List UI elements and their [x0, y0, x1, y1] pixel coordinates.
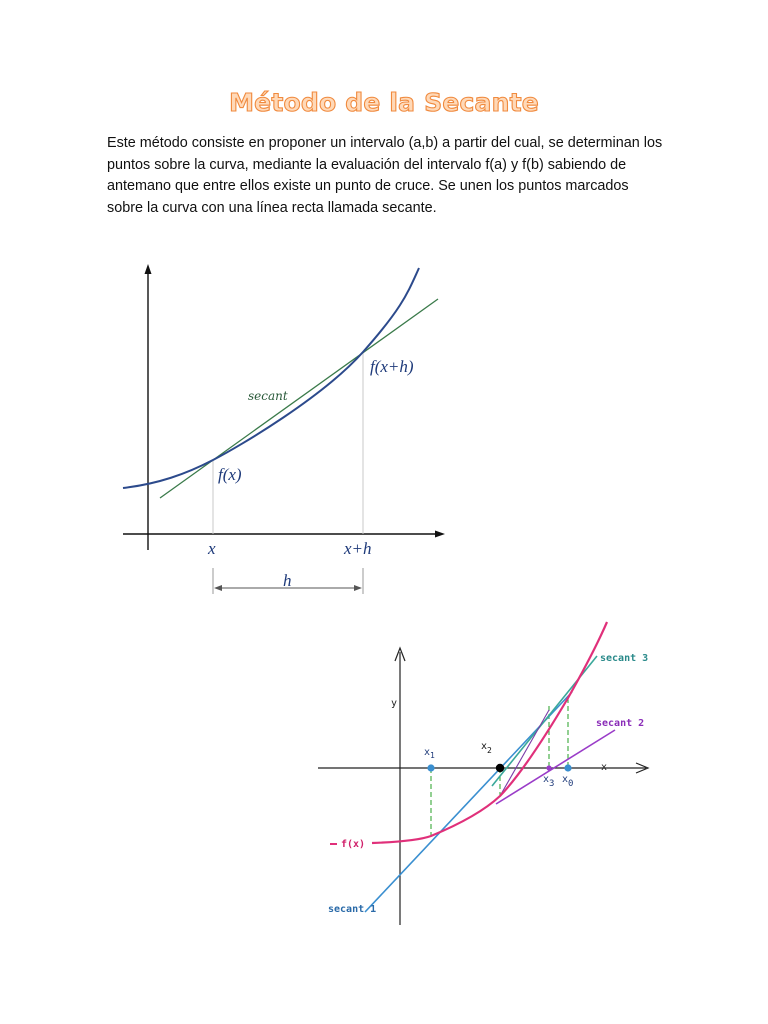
- secant-diagram-2: [310, 610, 662, 930]
- secant-label: secant: [248, 389, 288, 403]
- x-axis-arrow: [435, 531, 445, 538]
- xh-tick-label: x+h: [344, 539, 372, 558]
- x-tick-label: x: [208, 539, 216, 558]
- h-arrow-left: [214, 585, 222, 591]
- intro-paragraph: Este método consiste en proponer un intervalo (a,b) a partir del cual, se determinan los puntos sobre la curva, mediante la evaluación del intervalo f(a) y f(b) sabiendo de antemano que entre ellos existe un punto de cruce. Se unen los puntos marcados sobre la curva con una línea recta llamada secante.: [107, 135, 663, 216]
- secant-1-label: secant 1: [328, 904, 377, 915]
- point-x3: [546, 765, 551, 770]
- secant-inner-line: [500, 710, 549, 796]
- fx-label: f(x): [218, 465, 242, 484]
- point-x1: [427, 764, 434, 771]
- point-x0: [564, 764, 571, 771]
- x1-label: $x_1$: [424, 747, 435, 760]
- x-axis-label: x: [601, 762, 608, 773]
- x0-label: x0: [562, 774, 574, 789]
- fx-label: f(x): [341, 839, 366, 850]
- secant-3-label: secant 3: [600, 653, 649, 664]
- secant-diagram-1: [108, 252, 458, 602]
- function-curve: [123, 268, 419, 488]
- x2-label: $x_2$: [481, 741, 492, 755]
- secant-2-label: secant 2: [596, 718, 645, 729]
- fxh-label: f(x+h): [370, 357, 414, 376]
- y-axis-label: y: [391, 698, 398, 709]
- secant-line: [160, 299, 438, 498]
- function-curve: [372, 622, 607, 843]
- secant-2-line: [496, 730, 615, 804]
- y-axis-arrow: [145, 264, 152, 274]
- h-arrow-right: [354, 585, 362, 591]
- point-x2: [496, 764, 504, 772]
- page-title: Método de la Secante: [229, 88, 539, 117]
- x3-label: x3: [543, 774, 555, 789]
- h-label: h: [283, 571, 292, 590]
